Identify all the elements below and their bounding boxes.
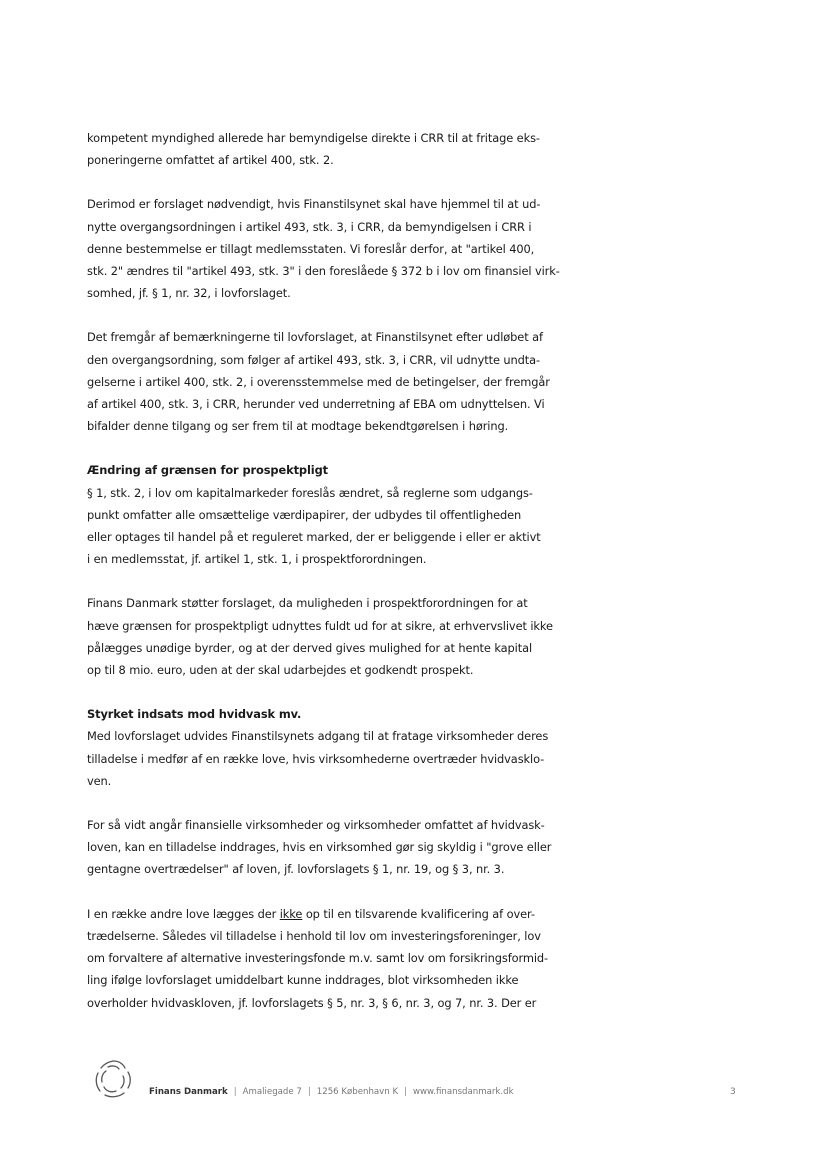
footer-separator: |	[307, 1087, 311, 1097]
paragraph	[87, 592, 562, 681]
text-line: eller optages til handel på et reguleret marked, der er beliggende i eller er aktivt	[87, 530, 541, 545]
text-line: poneringerne omfattet af artikel 400, stk. 2.	[87, 153, 334, 168]
paragraph	[87, 193, 562, 304]
paragraph	[87, 127, 562, 171]
paragraph	[87, 482, 562, 571]
text-line: om forvaltere af alternative investeringsfonde m.v. samt lov om forsikringsformid-	[87, 951, 549, 966]
text-line: tilladelse i medfør af en række love, hvis virksomhederne overtræder hvidvasklo-	[87, 751, 545, 766]
text-line: Finans Danmark støtter forslaget, da muligheden i prospektforordningen for at	[87, 596, 528, 611]
section-heading: Styrket indsats mod hvidvask mv.	[87, 707, 302, 722]
footer-postal: 1256 København K	[316, 1087, 399, 1097]
text-line: den overgangsordning, som følger af artikel 493, stk. 3, i CRR, vil udnytte undta-	[87, 352, 541, 367]
text-line: denne bestemmelse er tillagt medlemsstaten. Vi foreslår derfor, at "artikel 400,	[87, 241, 535, 256]
underlined-word: ikke	[279, 906, 303, 921]
text-line: af artikel 400, stk. 3, i CRR, herunder ved underretning af EBA om udnyttelsen. Vi	[87, 397, 545, 412]
paragraph	[87, 814, 562, 881]
text-line: ven.	[87, 773, 112, 788]
text-line: kompetent myndighed allerede har bemyndigelse direkte i CRR til at fritage eks-	[87, 131, 540, 145]
text-line: bifalder denne tilgang og ser frem til at modtage bekendtgørelsen i høring.	[87, 419, 509, 434]
page-number: 3	[730, 1087, 736, 1097]
text-line: i en medlemsstat, jf. artikel 1, stk. 1, i prospektforordningen.	[87, 552, 427, 567]
text-line: nytte overgangsordningen i artikel 493, stk. 3, i CRR, da bemyndigelsen i CRR i	[87, 219, 532, 234]
text-line: loven, kan en tilladelse inddrages, hvis en virksomhed gør sig skyldig i "grove eller	[87, 840, 552, 855]
text-line: For så vidt angår finansielle virksomheder og virksomheder omfattet af hvidvask-	[87, 818, 545, 833]
finans-danmark-logo-icon	[92, 1058, 134, 1100]
text-line: op til 8 mio. euro, uden at der skal udarbejdes et godkendt prospekt.	[87, 663, 474, 678]
text-line: ling ifølge lovforslaget umiddelbart kunne inddrages, blot virksomheden ikke	[87, 973, 519, 988]
text-segment: op til en tilsvarende kvalificering af over-	[302, 906, 535, 921]
text-line: Derimod er forslaget nødvendigt, hvis Finanstilsynet skal have hjemmel til at ud-	[87, 197, 541, 212]
text-line: pålægges unødige byrder, og at der derved gives mulighed for at hente kapital	[87, 640, 533, 655]
footer-address: Amaliegade 7	[242, 1087, 302, 1097]
text-segment: I en række andre love lægges der	[87, 906, 280, 921]
text-line: § 1, stk. 2, i lov om kapitalmarkeder foreslås ændret, så reglerne som udgangs-	[87, 485, 533, 500]
footer-separator: |	[404, 1087, 407, 1097]
footer-website-link[interactable]: www.finansdanmark.dk	[412, 1087, 514, 1097]
text-line: gelserne i artikel 400, stk. 2, i overensstemmelse med de betingelser, der fremgår	[87, 374, 550, 389]
text-line: Med lovforslaget udvides Finanstilsynets adgang til at fratage virksomheder deres	[87, 729, 549, 744]
text-line: gentagne overtrædelser" af loven, jf. lovforslagets § 1, nr. 19, og § 3, nr. 3.	[87, 862, 505, 877]
paragraph	[87, 326, 562, 437]
page-footer	[92, 1058, 752, 1108]
paragraph	[87, 725, 562, 792]
text-line: trædelserne. Således vil tilladelse i henhold til lov om investeringsforeninger, lov	[87, 928, 541, 943]
footer-contact	[149, 1087, 514, 1097]
text-line: punkt omfatter alle omsættelige værdipapirer, der udbydes til offentligheden	[87, 507, 522, 522]
text-line: Det fremgår af bemærkningerne til lovforslaget, at Finanstilsynet efter udløbet af	[87, 330, 543, 345]
paragraph	[87, 903, 562, 1014]
text-line: overholder hvidvaskloven, jf. lovforslagets § 5, nr. 3, § 6, nr. 3, og 7, nr. 3. Der er	[87, 995, 537, 1010]
text-line: stk. 2" ændres til "artikel 493, stk. 3" i den foreslåede § 372 b i lov om finansiel virk-	[87, 264, 560, 279]
section-heading: Ændring af grænsen for prospektpligt	[87, 463, 328, 478]
body-text	[87, 127, 562, 1014]
footer-brand: Finans Danmark	[149, 1087, 228, 1097]
text-line: hæve grænsen for prospektpligt udnyttes fuldt ud for at sikre, at erhvervslivet ikke	[87, 618, 553, 633]
text-line: somhed, jf. § 1, nr. 32, i lovforslaget.	[87, 286, 291, 301]
text-line	[87, 903, 562, 925]
footer-separator: |	[233, 1087, 237, 1097]
